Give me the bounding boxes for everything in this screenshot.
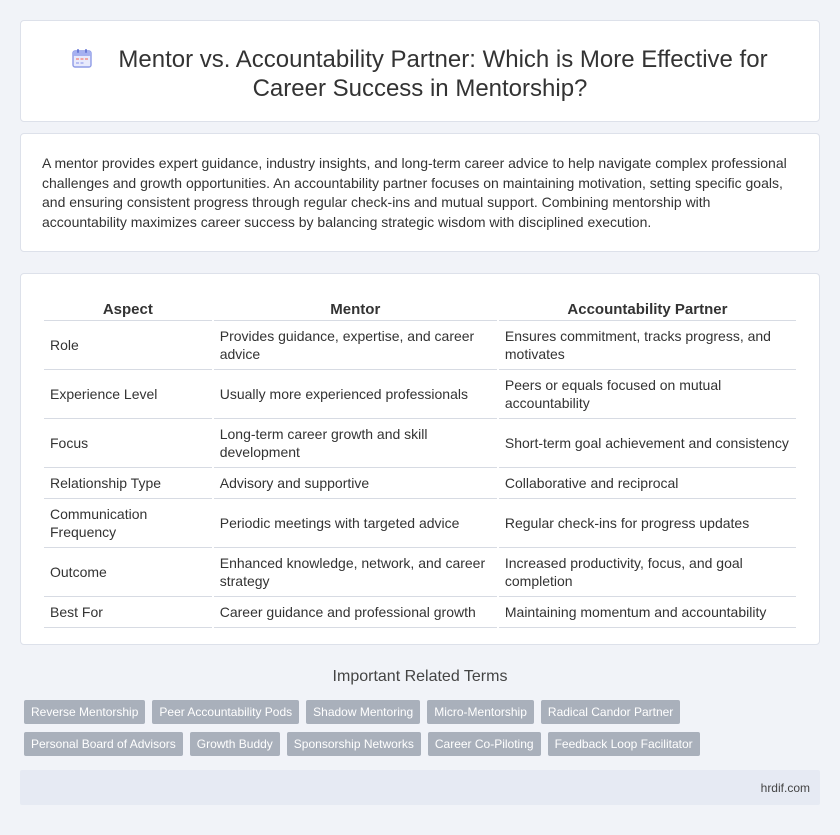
table-row — [44, 597, 796, 628]
tag-peer-accountability-pods[interactable]: Peer Accountability Pods — [152, 700, 299, 724]
table-row — [44, 548, 796, 597]
cell-mentor: Career guidance and professional growth — [214, 597, 497, 628]
tag-growth-buddy[interactable]: Growth Buddy — [190, 732, 280, 756]
cell-aspect: Relationship Type — [44, 468, 212, 499]
page-title — [21, 45, 819, 103]
related-terms-tags — [24, 700, 804, 764]
tag-career-co-piloting[interactable]: Career Co-Piloting — [428, 732, 541, 756]
tag-sponsorship-networks[interactable]: Sponsorship Networks — [287, 732, 421, 756]
comparison-card — [20, 273, 820, 645]
intro-paragraph: A mentor provides expert guidance, industry insights, and long-term career advice to help navigate complex professional challenges and growth opportunities. An accountability partner focuses on maintaining motivation, setting specific goals, and ensuring consistent progress through regular check-ins and mutual support. Combining mentorship with accountability maximizes career success by balancing strategic wisdom with disciplined execution. — [42, 155, 787, 230]
cell-partner: Regular check-ins for progress updates — [499, 499, 796, 548]
cell-mentor: Enhanced knowledge, network, and career strategy — [214, 548, 497, 597]
tag-micro-mentorship[interactable]: Micro-Mentorship — [427, 700, 534, 724]
cell-aspect: Role — [44, 321, 212, 370]
calendar-icon — [72, 48, 92, 68]
cell-partner: Collaborative and reciprocal — [499, 468, 796, 499]
tag-row-1 — [24, 700, 804, 724]
cell-aspect: Communication Frequency — [44, 499, 212, 548]
intro-card — [20, 133, 820, 252]
tag-personal-board-of-advisors[interactable]: Personal Board of Advisors — [24, 732, 183, 756]
footer-site-link[interactable]: hrdif.com — [760, 781, 810, 795]
title-line-1: Mentor vs. Accountability Partner: Which is More Effective for — [118, 46, 768, 73]
tag-feedback-loop-facilitator[interactable]: Feedback Loop Facilitator — [548, 732, 700, 756]
comparison-table — [42, 294, 798, 628]
title-card — [20, 20, 820, 122]
cell-aspect: Focus — [44, 419, 212, 468]
tag-shadow-mentoring[interactable]: Shadow Mentoring — [306, 700, 420, 724]
cell-mentor: Periodic meetings with targeted advice — [214, 499, 497, 548]
cell-aspect: Outcome — [44, 548, 212, 597]
cell-aspect: Best For — [44, 597, 212, 628]
header-accountability-partner: Accountability Partner — [499, 294, 796, 321]
header-mentor: Mentor — [214, 294, 497, 321]
cell-mentor: Provides guidance, expertise, and career advice — [214, 321, 497, 370]
cell-partner: Increased productivity, focus, and goal completion — [499, 548, 796, 597]
table-row — [44, 499, 796, 548]
cell-mentor: Long-term career growth and skill development — [214, 419, 497, 468]
title-line-2: Career Success in Mentorship? — [252, 75, 588, 102]
cell-partner: Ensures commitment, tracks progress, and motivates — [499, 321, 796, 370]
table-row — [44, 370, 796, 419]
cell-mentor: Usually more experienced professionals — [214, 370, 497, 419]
tag-reverse-mentorship[interactable]: Reverse Mentorship — [24, 700, 145, 724]
cell-mentor: Advisory and supportive — [214, 468, 497, 499]
tag-row-2 — [24, 732, 804, 756]
cell-partner: Short-term goal achievement and consistency — [499, 419, 796, 468]
cell-aspect: Experience Level — [44, 370, 212, 419]
table-row — [44, 419, 796, 468]
related-terms-heading: Important Related Terms — [332, 668, 508, 685]
cell-partner: Peers or equals focused on mutual accountability — [499, 370, 796, 419]
tag-radical-candor-partner[interactable]: Radical Candor Partner — [541, 700, 680, 724]
table-row — [44, 468, 796, 499]
footer — [20, 770, 820, 805]
header-aspect: Aspect — [44, 294, 212, 321]
table-row — [44, 321, 796, 370]
cell-partner: Maintaining momentum and accountability — [499, 597, 796, 628]
table-header-row — [44, 294, 796, 321]
